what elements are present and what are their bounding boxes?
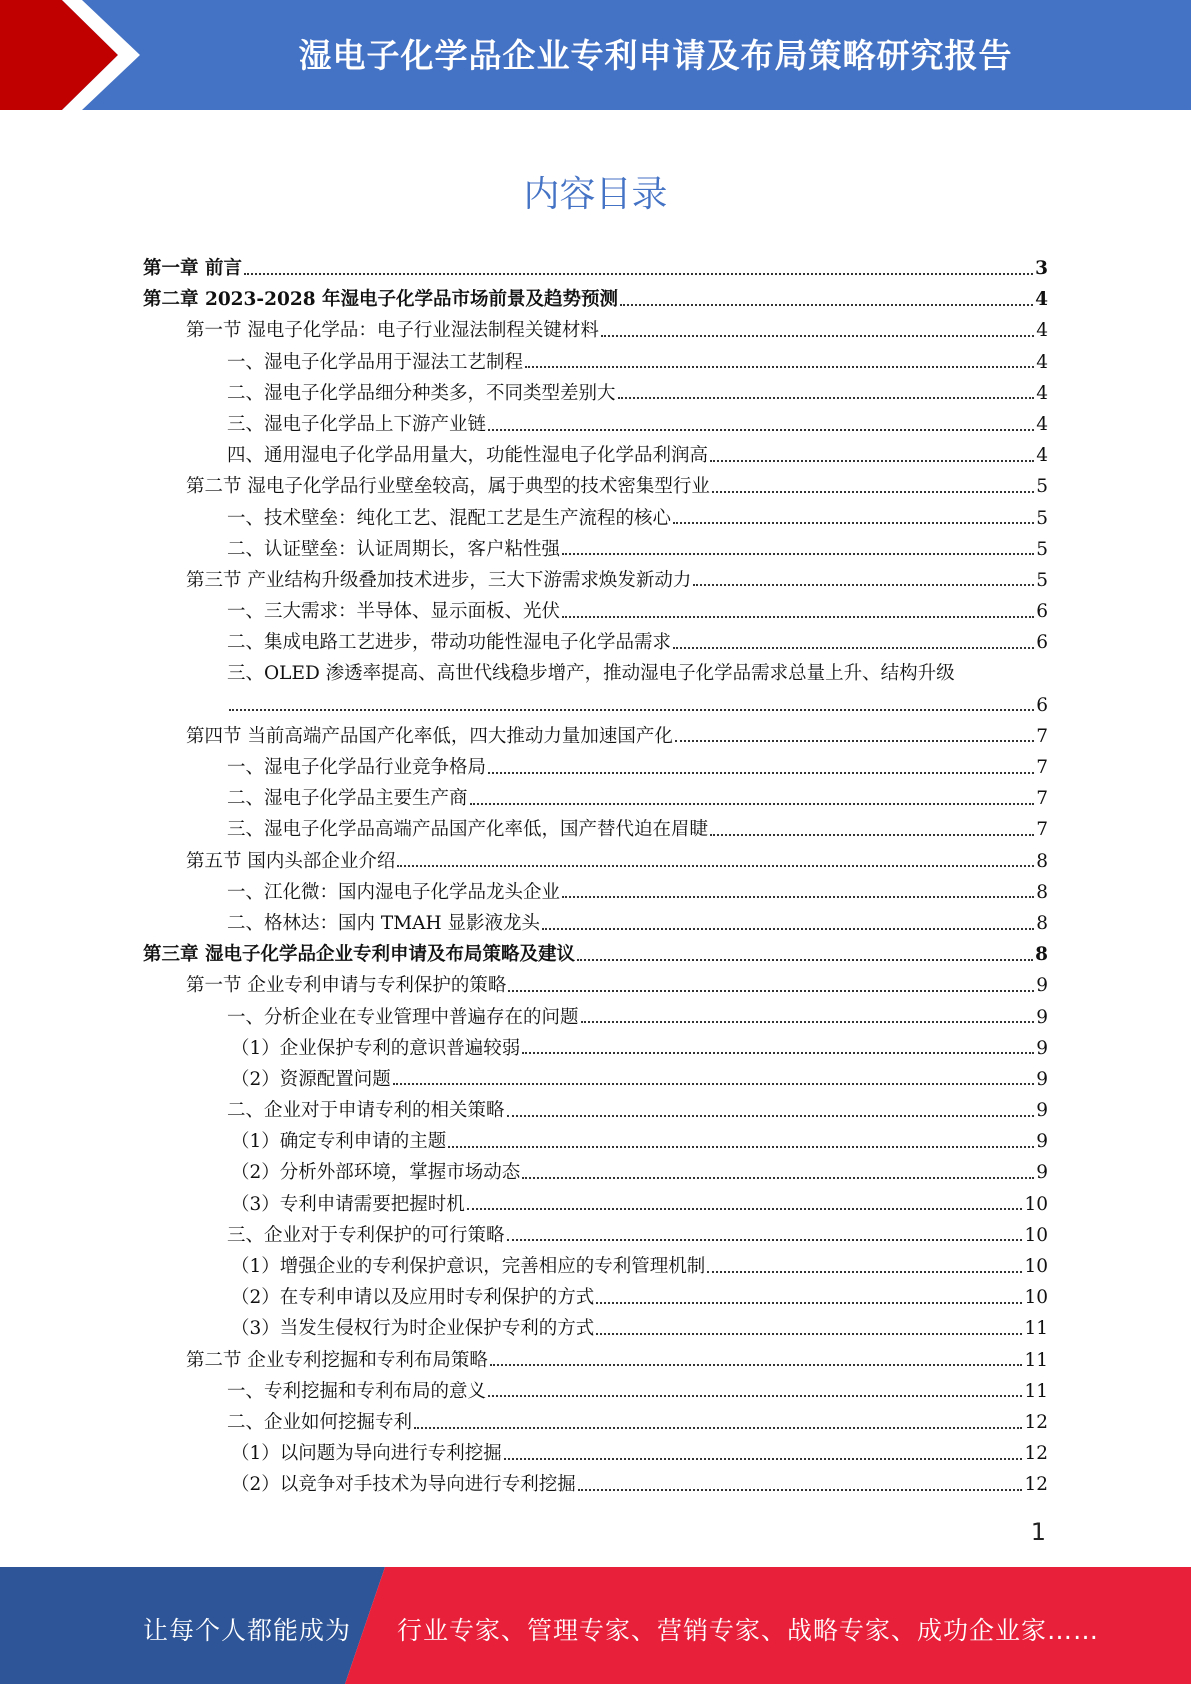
toc-leader-dots xyxy=(596,1302,1022,1304)
toc-entry-text: 三、湿电子化学品上下游产业链 xyxy=(227,413,487,435)
toc-entry[interactable] xyxy=(143,315,1048,346)
toc-entry[interactable] xyxy=(143,627,1048,658)
toc-entry[interactable] xyxy=(143,534,1048,565)
toc-leader-dots xyxy=(596,1333,1022,1335)
toc-entry-page: 9 xyxy=(1036,975,1048,997)
toc-entry-page: 5 xyxy=(1036,538,1048,560)
toc-entry-text: 一、专利挖掘和专利布局的意义 xyxy=(227,1380,487,1402)
toc-entry-text: 第二节 企业专利挖掘和专利布局策略 xyxy=(186,1349,488,1371)
toc-entry-page: 4 xyxy=(1036,413,1048,435)
toc-leader-dots xyxy=(712,491,1034,493)
toc-entry-text: 四、通用湿电子化学品用量大，功能性湿电子化学品利润高 xyxy=(227,445,709,467)
toc-entry-text: 二、集成电路工艺进步，带动功能性湿电子化学品需求 xyxy=(227,632,672,654)
toc-leader-dots xyxy=(397,865,1034,867)
toc-entry-page: 9 xyxy=(1036,1162,1048,1184)
toc-entry[interactable] xyxy=(143,908,1048,939)
toc-entry-text: 一、江化微：国内湿电子化学品龙头企业 xyxy=(227,881,561,903)
footer-slogan-left: 让每个人都能成为 xyxy=(143,1616,352,1645)
footer-banner xyxy=(0,1567,1191,1684)
toc-entry-text: 二、湿电子化学品主要生产商 xyxy=(227,788,468,810)
toc-entry[interactable] xyxy=(143,596,1048,627)
toc-entry-text: （3）专利申请需要把握时机 xyxy=(231,1193,465,1215)
toc-entry-text: 第二章 2023-2028 年湿电子化学品市场前景及趋势预测 xyxy=(143,289,619,311)
toc-leader-dots xyxy=(393,1083,1034,1085)
header-banner xyxy=(0,0,1191,110)
toc-leader-dots xyxy=(707,1271,1022,1273)
toc-entry[interactable] xyxy=(143,1220,1048,1251)
toc-leader-dots xyxy=(562,896,1034,898)
toc-entry[interactable] xyxy=(143,347,1048,378)
toc-entry-text: 一、湿电子化学品用于湿法工艺制程 xyxy=(227,351,524,373)
page-number: 1 xyxy=(1030,1518,1046,1546)
toc-entry-text: 第四节 当前高端产品国产化率低，四大推动力量加速国产化 xyxy=(186,725,673,747)
toc-entry[interactable] xyxy=(143,1313,1048,1344)
toc-entry[interactable] xyxy=(143,1345,1048,1376)
toc-entry[interactable] xyxy=(143,658,1048,689)
toc-entry-text: 二、企业对于申请专利的相关策略 xyxy=(227,1100,505,1122)
toc-entry[interactable] xyxy=(143,378,1048,409)
toc-leader-dots xyxy=(673,522,1034,524)
toc-leader-dots xyxy=(490,1364,1023,1366)
toc-entry-text: 三、湿电子化学品高端产品国产化率低，国产替代迫在眉睫 xyxy=(227,819,709,841)
toc-entry[interactable] xyxy=(143,1033,1048,1064)
toc-entry-text: （2）在专利申请以及应用时专利保护的方式 xyxy=(231,1287,595,1309)
table-of-contents xyxy=(143,253,1048,1501)
toc-entry-page: 10 xyxy=(1024,1224,1048,1246)
toc-entry-page: 9 xyxy=(1036,1100,1048,1122)
toc-entry-page: 8 xyxy=(1035,944,1048,966)
chevron-arrow-icon xyxy=(0,0,160,110)
toc-entry[interactable] xyxy=(143,503,1048,534)
toc-entry[interactable] xyxy=(143,1282,1048,1313)
toc-entry-text: （3）当发生侵权行为时企业保护专利的方式 xyxy=(231,1318,595,1340)
toc-entry-text: 二、湿电子化学品细分种类多，不同类型差别大 xyxy=(227,382,616,404)
toc-entry[interactable] xyxy=(143,1407,1048,1438)
toc-entry-text: 第三节 产业结构升级叠加技术进步，三大下游需求焕发新动力 xyxy=(186,569,692,591)
toc-entry[interactable] xyxy=(143,783,1048,814)
toc-entry-text: 一、技术壁垒：纯化工艺、混配工艺是生产流程的核心 xyxy=(227,507,672,529)
toc-leader-dots xyxy=(620,304,1033,306)
toc-entry-text: 一、三大需求：半导体、显示面板、光伏 xyxy=(227,601,561,623)
toc-leader-dots xyxy=(581,1021,1035,1023)
toc-leader-dots xyxy=(507,1239,1023,1241)
toc-entry[interactable] xyxy=(143,939,1048,970)
toc-entry-page: 11 xyxy=(1024,1349,1048,1371)
toc-entry-page: 9 xyxy=(1036,1006,1048,1028)
toc-leader-dots xyxy=(488,772,1034,774)
toc-leader-dots xyxy=(467,1208,1023,1210)
toc-leader-dots xyxy=(525,366,1034,368)
toc-entry[interactable] xyxy=(143,1064,1048,1095)
toc-entry[interactable] xyxy=(143,1251,1048,1282)
toc-entry[interactable] xyxy=(143,1095,1048,1126)
toc-entry-page: 7 xyxy=(1036,725,1048,747)
toc-entry-page: 7 xyxy=(1036,819,1048,841)
toc-entry[interactable] xyxy=(143,752,1048,783)
toc-entry[interactable] xyxy=(143,846,1048,877)
toc-leader-dots xyxy=(578,1489,1023,1491)
toc-entry-page: 9 xyxy=(1036,1068,1048,1090)
toc-leader-dots xyxy=(673,647,1034,649)
toc-leader-dots xyxy=(562,553,1034,555)
toc-entry-page: 6 xyxy=(1036,601,1048,623)
toc-entry-page: 4 xyxy=(1036,445,1048,467)
toc-leader-dots xyxy=(507,1115,1035,1117)
toc-entry-page: 9 xyxy=(1036,1037,1048,1059)
toc-leader-dots xyxy=(504,1458,1023,1460)
footer-slogan-right: 行业专家、管理专家、营销专家、战略专家、成功企业家…… xyxy=(397,1616,1100,1645)
toc-entry-page: 6 xyxy=(1036,694,1048,716)
toc-entry[interactable] xyxy=(143,721,1048,752)
toc-entry-text: （1）增强企业的专利保护意识，完善相应的专利管理机制 xyxy=(231,1256,706,1277)
toc-entry-text: 第一节 湿电子化学品：电子行业湿法制程关键材料 xyxy=(186,320,599,342)
toc-entry-page: 3 xyxy=(1035,258,1048,279)
toc-leader-dots xyxy=(693,584,1034,586)
toc-entry-text: （2）以竞争对手技术为导向进行专利挖掘 xyxy=(231,1474,576,1496)
toc-entry[interactable] xyxy=(143,440,1048,471)
toc-entry-text: （1）企业保护专利的意识普遍较弱 xyxy=(231,1037,521,1059)
toc-entry-page: 8 xyxy=(1036,912,1048,934)
toc-leader-dots xyxy=(522,1052,1034,1054)
toc-leader-dots xyxy=(542,928,1034,930)
toc-entry-page: 12 xyxy=(1024,1411,1048,1433)
toc-entry-text: （2）资源配置问题 xyxy=(231,1068,391,1090)
toc-entry-page: 7 xyxy=(1036,788,1048,810)
toc-entry-text: （2）分析外部环境，掌握市场动态 xyxy=(231,1162,521,1184)
toc-entry[interactable] xyxy=(143,565,1048,596)
toc-entry-text: 第一章 前言 xyxy=(143,258,242,279)
toc-entry-page: 10 xyxy=(1024,1193,1048,1215)
toc-leader-dots xyxy=(488,429,1034,431)
toc-entry-page: 12 xyxy=(1024,1443,1048,1465)
toc-entry-page: 11 xyxy=(1024,1380,1048,1402)
toc-entry[interactable] xyxy=(143,284,1048,315)
toc-entry-text: 二、格林达：国内 TMAH 显影液龙头 xyxy=(227,912,541,934)
toc-entry-page: 5 xyxy=(1036,569,1048,591)
toc-entry[interactable] xyxy=(143,1189,1048,1220)
toc-leader-dots xyxy=(229,709,1034,711)
toc-entry[interactable] xyxy=(143,1438,1048,1469)
toc-leader-dots xyxy=(488,1395,1022,1397)
toc-entry-page: 5 xyxy=(1036,476,1048,498)
toc-entry-text: 一、湿电子化学品行业竞争格局 xyxy=(227,757,487,778)
toc-leader-dots xyxy=(618,397,1035,399)
toc-leader-dots xyxy=(448,1146,1034,1148)
toc-entry[interactable] xyxy=(143,409,1048,440)
toc-leader-dots xyxy=(675,740,1034,742)
toc-leader-dots xyxy=(508,990,1034,992)
toc-entry-text: 第五节 国内头部企业介绍 xyxy=(186,850,396,872)
toc-entry-text: 二、企业如何挖掘专利 xyxy=(227,1411,413,1433)
toc-entry-text: 三、企业对于专利保护的可行策略 xyxy=(227,1224,505,1246)
toc-entry[interactable] xyxy=(143,1002,1048,1033)
toc-entry-page: 4 xyxy=(1035,289,1048,311)
toc-entry-page: 8 xyxy=(1036,881,1048,903)
toc-entry-page: 10 xyxy=(1024,1256,1048,1277)
toc-entry-page: 9 xyxy=(1036,1131,1048,1153)
toc-entry-page: 11 xyxy=(1024,1318,1048,1340)
toc-leader-dots xyxy=(562,616,1034,618)
toc-leader-dots xyxy=(414,1427,1022,1429)
toc-leader-dots xyxy=(601,335,1034,337)
toc-entry-text: （1）确定专利申请的主题 xyxy=(231,1131,447,1153)
toc-entry-text: 一、分析企业在专业管理中普遍存在的问题 xyxy=(227,1006,579,1028)
toc-leader-dots xyxy=(522,1177,1034,1179)
toc-entry[interactable] xyxy=(143,471,1048,502)
toc-entry[interactable] xyxy=(143,877,1048,908)
report-title: 湿电子化学品企业专利申请及布局策略研究报告 xyxy=(298,36,1013,75)
toc-entry-text: 三、OLED 渗透率提高、高世代线稳步增产，推动湿电子化学品需求总量上升、结构升级 xyxy=(227,663,955,685)
toc-entry-page: 10 xyxy=(1024,1287,1048,1309)
toc-entry-text: 二、认证壁垒：认证周期长，客户粘性强 xyxy=(227,538,561,560)
toc-entry-text: （1）以问题为导向进行专利挖掘 xyxy=(231,1443,502,1465)
toc-leader-dots xyxy=(710,460,1034,462)
toc-entry[interactable] xyxy=(143,1157,1048,1188)
toc-leader-dots xyxy=(710,834,1034,836)
toc-entry[interactable] xyxy=(143,970,1048,1001)
toc-entry-page: 4 xyxy=(1036,320,1048,342)
toc-entry[interactable] xyxy=(143,253,1048,284)
toc-entry-page: 6 xyxy=(1036,632,1048,654)
toc-entry-page: 8 xyxy=(1036,850,1048,872)
toc-entry-page: 7 xyxy=(1036,757,1048,778)
toc-entry-page: 4 xyxy=(1036,351,1048,373)
toc-entry-page: 12 xyxy=(1024,1474,1048,1496)
toc-entry-text: 第二节 湿电子化学品行业壁垒较高，属于典型的技术密集型行业 xyxy=(186,476,710,498)
toc-entry[interactable] xyxy=(143,1469,1048,1500)
toc-entry[interactable] xyxy=(143,1126,1048,1157)
toc-entry[interactable] xyxy=(143,1376,1048,1407)
toc-entry-text: 第一节 企业专利申请与专利保护的策略 xyxy=(186,975,507,997)
toc-entry[interactable] xyxy=(143,814,1048,845)
toc-entry-page: 5 xyxy=(1036,507,1048,529)
toc-leader-dots xyxy=(244,273,1033,275)
toc-heading: 内容目录 xyxy=(523,174,668,215)
toc-entry-page: 4 xyxy=(1036,382,1048,404)
toc-leader-dots xyxy=(470,803,1035,805)
toc-entry-text: 第三章 湿电子化学品企业专利申请及布局策略及建议 xyxy=(143,944,575,966)
toc-leader-dots xyxy=(577,959,1033,961)
toc-entry[interactable] xyxy=(143,690,1048,721)
